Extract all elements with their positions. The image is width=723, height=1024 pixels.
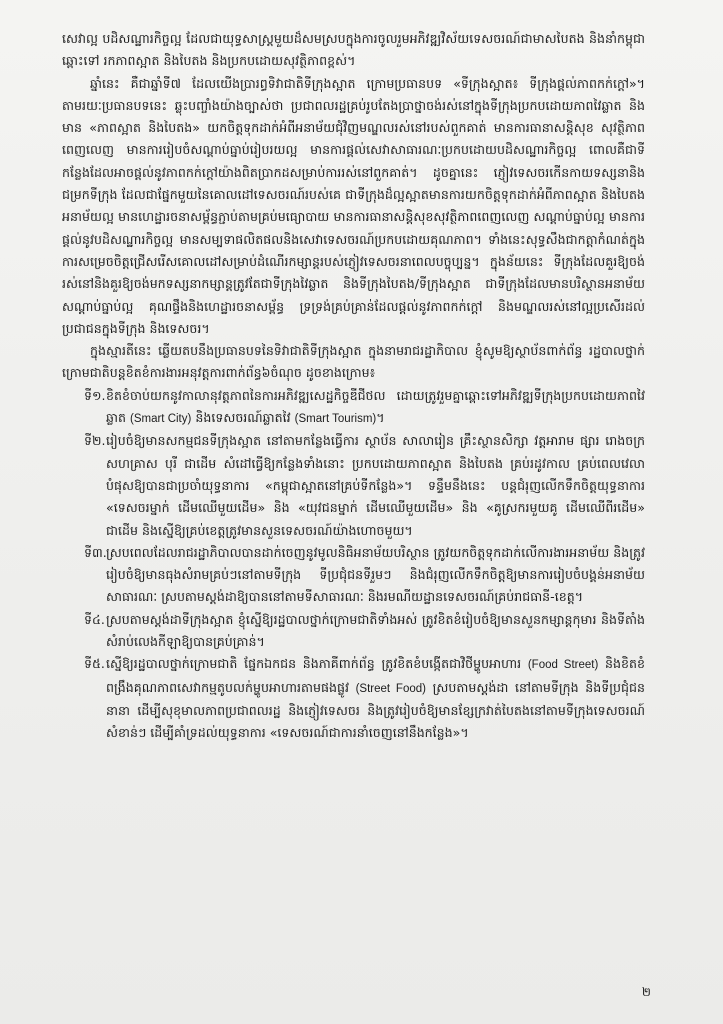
paragraph-intro: សេវាល្អ បដិសណ្ឋារកិច្ចល្អ ដែលជាយុទ្ធសាស្ត្រមួយដ៏សមស្របក្នុងការចូលរួមអភិវឌ្ឍវិស័យទេសចរណ៍ជាមាសបៃតង និងនាំកម្ពុជាឆ្ពោះទៅ រកភាពស្អាត និងបៃតង និងប្រកបដោយសុវត្ថិភាពខ្ពស់។: [62, 31, 645, 69]
english-term: (Smart City): [130, 413, 192, 426]
list-item-text: និងទេសចរណ៍ឆ្លាតវៃ: [191, 410, 295, 426]
list-item-marker: ទី៥.: [84, 656, 105, 672]
list-item-marker: ទី៤.: [84, 611, 105, 627]
english-term: (Street Food): [355, 682, 426, 695]
english-term: (Smart Tourism): [294, 413, 377, 426]
list-item: [62, 542, 645, 609]
list-item-marker: ទី១.: [84, 387, 106, 403]
list-item-text: និងខិតខំពង្រឹងគុណភាពសេវាកម្មតូបលក់ម្ហូបអាហារតាមផងផ្លូវ: [106, 656, 645, 695]
list-item: [62, 385, 645, 431]
list-item-text: ស្របពេលដែលរាជរដ្ឋាភិបាលបានដាក់ចេញនូវមូលនិធិអនាម័យបរិស្ថាន ត្រូវយកចិត្តទុកដាក់លើការងារអនាម័យ និងត្រូវរៀបចំឱ្យមានធុងសំរាមគ្រប់ៗនៅតាមទីក្រុង ទីប្រជុំជនទីរួមៗ និងជំរុញលើកទឹកចិត្តឱ្យមានការរៀបចំបង្គន់អនាម័យសាធារណៈ ស្របតាមស្តង់ដាឱ្យបាននៅតាមទីសាធារណៈ និងរមណីយដ្ឋានទេសចរណ៍គ្រប់រាជធានី-ខេត្ត។: [106, 544, 645, 605]
list-item: [62, 653, 645, 744]
list-item-text: ស្របតាមស្តង់ដាទីក្រុងស្អាត ខ្ញុំស្នើឱ្យរដ្ឋបាលថ្នាក់ក្រោមជាតិទាំងអស់ ត្រូវខិតខំរៀបចំឱ្យមានសួនកម្សាន្តកុមារ និងទីតាំងសំរាប់លេងកីឡាឱ្យបានគ្រប់គ្រាន់។: [106, 611, 645, 650]
list-item-text: ស្របតាមស្តង់ដា នៅតាមទីក្រុង និងទីប្រជុំជននានា ដើម្បីសុខុមាលភាពប្រជាពលរដ្ឋ និងភ្ញៀវទេសចរ និងត្រូវរៀបចំឱ្យមានខ្សែក្រវាត់បៃតងនៅតាមទីក្រុងទេសចរណ៍សំខាន់ៗ ដើម្បីគាំទ្រដល់យុទ្ធនាការ «ទេសចរណ៍ជាការនាំចេញនៅនឹងកន្លែង»។: [106, 679, 646, 741]
list-item-text: ស្នើឱ្យរដ្ឋបាលថ្នាក់ក្រោមជាតិ ផ្នែកឯកជន និងភាគីពាក់ព័ន្ធ ត្រូវខិតខំបង្កើតជាវិថីម្ហូបអាហារ: [106, 656, 528, 672]
list-item-text: ។: [376, 410, 385, 426]
english-term: (Food Street): [527, 659, 599, 672]
paragraph-main: ឆ្នាំនេះ គឺជាឆ្នាំទី៧ ដែលយើងប្រារព្ធទិវាជាតិទីក្រុងស្អាត ក្រោមប្រធានបទ «ទីក្រុងស្អាត៖ ទីក្រុងផ្ដល់ភាពកក់ក្ដៅ»។ តាមរយៈប្រធានបទនេះ ឆ្លុះបញ្ចាំងយ៉ាងច្បាស់ថា ប្រជាពលរដ្ឋគ្រប់រូបតែងប្រាថ្នាចង់រស់នៅក្នុងទីក្រុងប្រកបដោយភាពវៃឆ្លាត និងមាន «ភាពស្អាត និងបៃតង» យកចិត្តទុកដាក់អំពីអនាម័យជុំវិញមណ្ឌលរស់នៅរបស់ពួកគាត់ មានការធានាសន្តិសុខ សុវត្ថិភាពពេញលេញ មានការរៀបចំសណ្ដាប់ធ្នាប់រៀបរយល្អ មានការផ្ដល់សេវាសាធារណៈប្រកបដោយបដិសណ្ឋារកិច្ចល្អ ពោលគឺជាទីកន្លែងដែលអាចផ្ដល់នូវភាពកក់ក្ដៅយ៉ាងពិតប្រាកដសម្រាប់ការរស់នៅពួកគាត់។ ដូចគ្នានេះ ភ្ញៀវទេសចរកើនកាយទស្សនានិងជម្រកទីក្រុង ដែលជាផ្នែកមួយនៃគោលដៅទេសចរណ៍របស់គេ ជាទីក្រុងដ៏ល្អស្អាតមានការយកចិត្តទុកដាក់អំពីភាពស្អាត និងបៃតង អនាម័យល្អ មានហេដ្ឋារចនាសម្ព័ន្ធភ្ជាប់តាមគ្រប់មធ្យោបាយ មានការធានាសន្តិសុខសុវត្ថិភាពពេញលេញ សណ្ដាប់ធ្នាប់ល្អ មានការផ្ដល់នូវបដិសណ្ឋារកិច្ចល្អ មានសម្បទាផលិតផលនិងសេវាទេសចរណ៍ប្រកបដោយគុណភាព។ ទាំងនេះសុទ្ធសឹងជាកត្តាកំណត់ក្នុងការសម្រេចចិត្តជ្រើសរើសគោលដៅសម្រាប់ដំណើរកម្សាន្តរបស់ភ្ញៀវទេសចរនាពេលបច្ចុប្បន្ន។ ក្នុងន័យនេះ ទីក្រុងដែលគួរឱ្យចង់រស់នៅនិងគួរឱ្យចង់មកទស្សនាកម្សាន្តត្រូវតែជាទីក្រុងវៃឆ្លាត និងទីក្រុងបៃតង/ទីក្រុងស្អាត ជាទីក្រុងដែលមានបរិស្ថានអនាម័យ សណ្ដាប់ធ្នាប់ល្អ គុណផ្ទឹងនិងហេដ្ឋារចនាសម្ព័ន្ធ ទ្រទ្រង់គ្រប់គ្រាន់ដែលផ្ដល់នូវភាពកក់ក្ដៅ និងមណ្ឌលរស់នៅល្អប្រសើរដល់ប្រជាជនក្នុងទីក្រុង និងទេសចរ។: [62, 75, 645, 336]
page-number: ២: [641, 985, 651, 999]
list-item: [62, 430, 645, 541]
list-item-text: ខិតខំចាប់យកនូវកាលានុវត្តភាពនៃការអភិវឌ្ឍសេដ្ឋកិច្ចឌីជីថល ដោយត្រូវរួមគ្នាឆ្ពោះទៅអភិវឌ្ឍទីក្រុងប្រកបដោយភាពវៃឆ្លាត: [106, 387, 645, 426]
list-item: [62, 609, 645, 654]
recommendation-list: [62, 385, 645, 745]
list-item-marker: ទី៣.: [84, 544, 107, 560]
list-item-text: រៀបចំឱ្យមានសកម្មជនទីក្រុងស្អាត នៅតាមកន្លែងធ្វើការ ស្ថាប័ន សាលារៀន គ្រឹះស្ថានសិក្សា វត្តអារាម ផ្សារ រោងចក្រ សហគ្រាស បុរី ជាដើម សំដៅធ្វើឱ្យកន្លែងទាំងនោះ ប្រកបដោយភាពស្អាត និងបៃតង គ្រប់រដូវកាល គ្រប់ពេលវេលា បំផុសឱ្យបានជាប្រចាំយុទ្ធនាការ «កម្ពុជាស្អាតនៅគ្រប់ទីកន្លែង»។ ទន្ទឹមនឹងនេះ បន្តជំរុញលើកទឹកចិត្តយុទ្ធនាការ «ទេសចរម្នាក់ ដើមឈើមួយដើម» និង «យុវជនម្នាក់ ដើមឈើមួយដើម» និង «គូស្រករមួយគូ ដើមឈើពីរដើម» ជាដើម និងស្នើឱ្យគ្រប់ខេត្តត្រូវមានសួនទេសចរណ៍យ៉ាងហោចមួយ។: [106, 433, 645, 538]
paragraph-request: ក្នុងស្មារតីនេះ ឆ្លើយតបនឹងប្រធានបទនៃទិវាជាតិទីក្រុងស្អាត ក្នុងនាមរាជរដ្ឋាភិបាល ខ្ញុំសូមឱ្យស្ថាប័នពាក់ព័ន្ធ រដ្ឋបាលថ្នាក់ក្រោមជាតិបន្តខិតខំការងារអនុវត្តការពាក់ព័ន្ធ៦ចំណុច ដូចខាងក្រោម៖: [62, 343, 645, 381]
list-item-marker: ទី២.: [84, 433, 106, 449]
